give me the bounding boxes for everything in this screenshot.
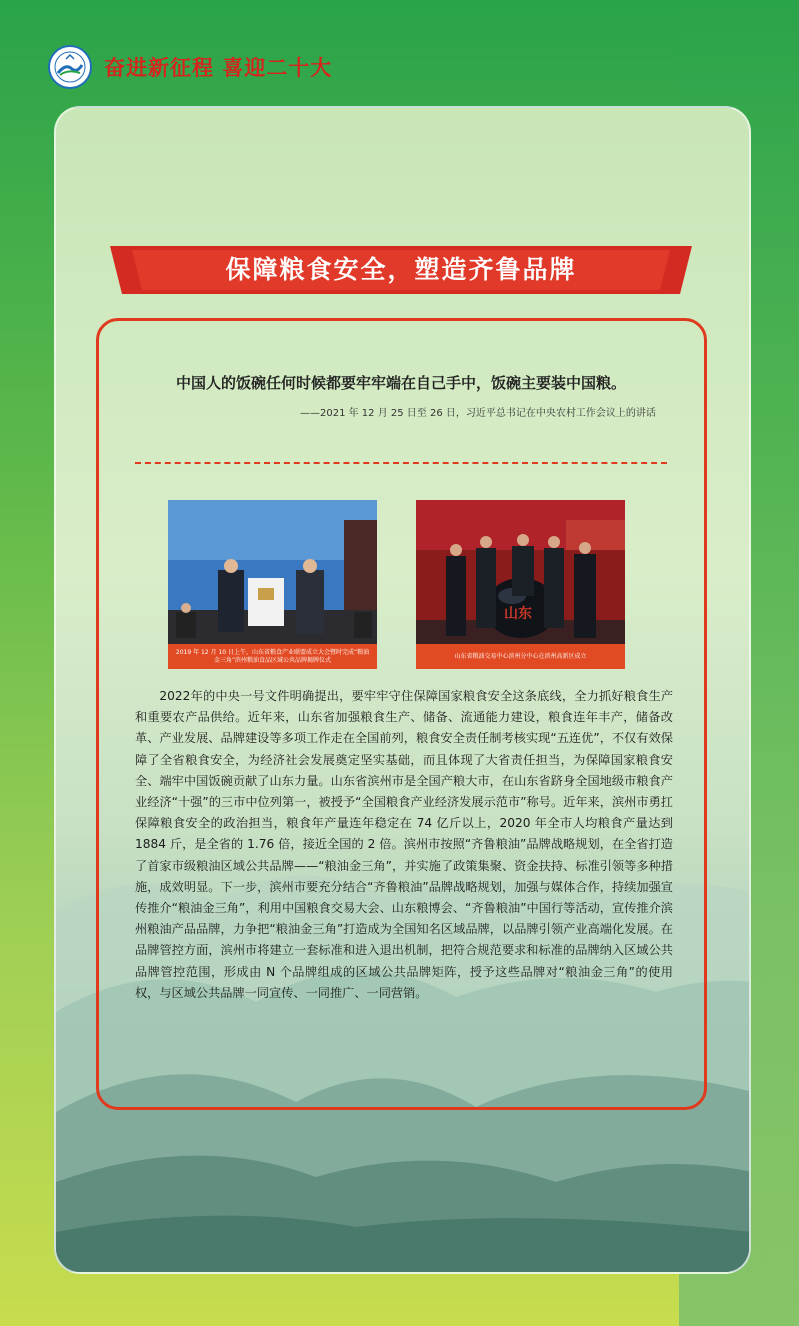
- quote-source: ——2021 年 12 月 25 日至 26 日，习近平总书记在中央农村工作会议上的讲话: [300, 408, 656, 419]
- photo-caption: 山东省粮油交易中心滨州分中心在滨州高新区成立: [416, 644, 625, 669]
- dashed-divider: [135, 462, 667, 464]
- photo-alliance-ceremony: [168, 500, 377, 669]
- article-body: 2022年的中央一号文件明确提出，要牢牢守住保障国家粮食安全这条底线，全力抓好粮食生产和重要农产品供给。近年来，山东省加强粮食生产、储备、流通能力建设，粮食连年丰产，储备改革、产业发展、品牌建设等多项工作走在全国前列，粮食安全责任制考核实现“五连优”，不仅有效保障了全省粮食安全，为经济社会发展奠定坚实基础，而且体现了大省责任担当，为保障国家粮食安全、端牢中国饭碗贡献了山东力量。山东省滨州市是全国产粮大市，在山东省跻身全国地级市粮食产业经济“十强”的三市中位列第一，被授予“全国粮食产业经济发展示范市”称号。近年来，滨州市勇扛保障粮食安全的政治担当，粮食年产量连年稳定在 74 亿斤以上，2020 年全市人均粮食产量达到 1884 斤，是全省的 1.76 倍，接近全国的 2 倍。滨州市按照“齐鲁粮油”品牌战略规划，在全省打造了首家市级粮油区域公共品牌——“粮油金三角”，并实施了政策集聚、资金扶持、标准引领等多种措施，成效明显。下一步，滨州市要充分结合“齐鲁粮油”品牌战略规划，加强与媒体合作，持续加强宣传推介“粮油金三角”，利用中国粮食交易大会、山东粮博会、“齐鲁粮油”中国行等活动，宣传推介滨州粮油产品品牌，力争把“粮油金三角”打造成为全国知名区域品牌，以品牌引领产业高端化发展。在品牌管控方面，滨州市将建立一套标准和进入退出机制，把符合规范要求和标准的品牌纳入区域公共品牌管控范围，形成由 N 个品牌组成的区域公共品牌矩阵，授予这些品牌对“粮油金三角”的使用权，与区域公共品牌一同宣传、一同推广、一同营销。: [135, 689, 673, 1000]
- slogan: 奋进新征程 喜迎二十大: [104, 56, 333, 80]
- launch-photo: [416, 500, 625, 644]
- title-banner: [110, 246, 692, 294]
- page-title: 保障粮食安全，塑造齐鲁品牌: [225, 255, 577, 284]
- school-emblem-icon: [48, 45, 92, 89]
- page-header: [48, 44, 332, 90]
- ceremony-photo: [168, 500, 377, 644]
- globe-text: 山东: [504, 606, 532, 622]
- quote-text: 中国人的饭碗任何时候都要牢牢端在自己手中，饭碗主要装中国粮。: [176, 374, 627, 392]
- photo-caption: 2019 年 12 月 10 日上午，山东省粮食产业联盟成立大会暨时完成“粮油金三角”滨州粮油食品区域公共品牌揭牌仪式: [168, 644, 377, 669]
- photo-exchange-center: [416, 500, 625, 669]
